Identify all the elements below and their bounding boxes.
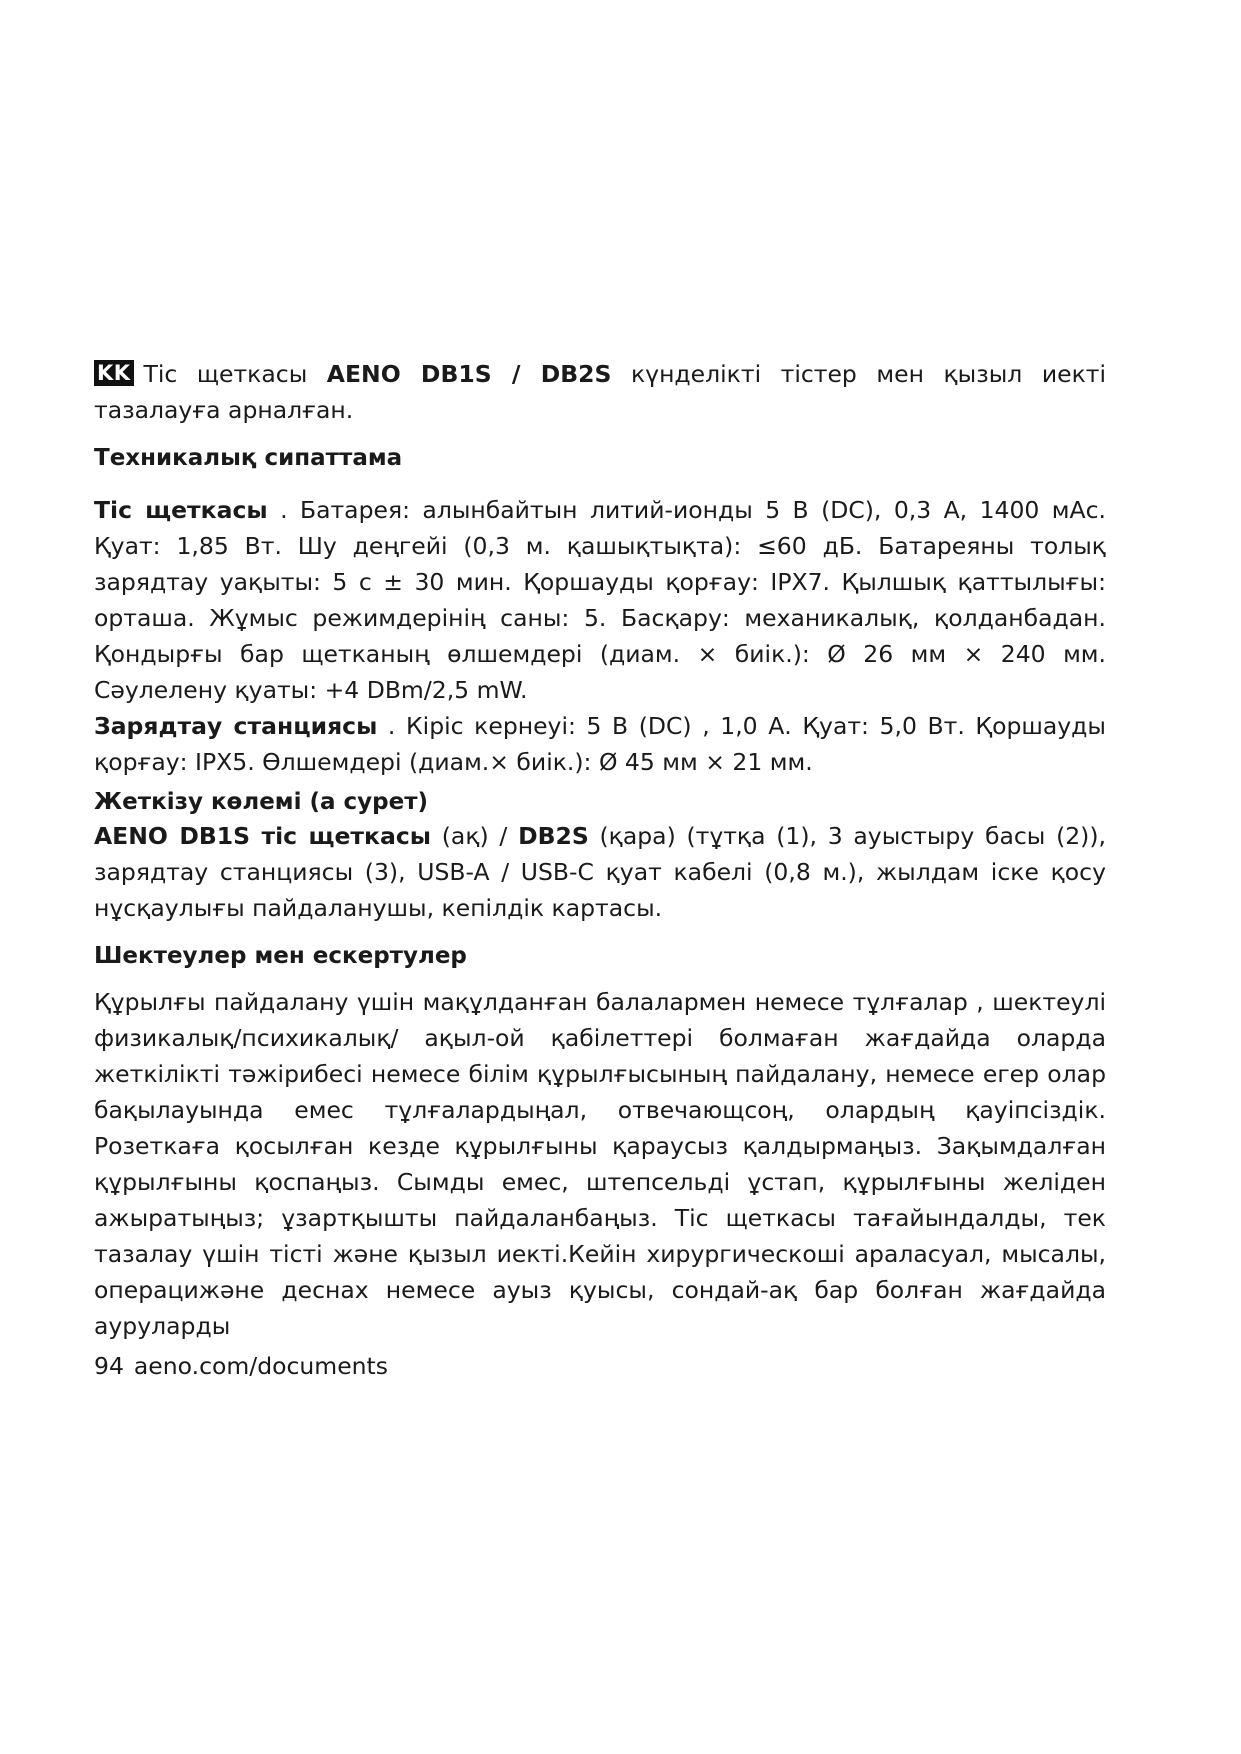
page-footer <box>94 1348 1106 1384</box>
delivery-label-db2s: DB2S <box>518 822 589 850</box>
language-badge: KK <box>94 360 134 386</box>
warnings-heading: Шектеулер мен ескертулер <box>94 943 467 969</box>
page-number: 94 <box>94 1352 124 1380</box>
toothbrush-specs-text: . Батарея: алынбайтын литий-ионды 5 В (DC), 0,3 А, 1400 мАс. Қуат: 1,85 Вт. Шу деңгейі (0,3 м. қашықтықта): ≤60 дБ. Батареяны толық зарядтау уақыты: 5 с ± 30 мин. Қоршауды қорғау: IPX7. Қылшық қаттылығы: орташа. Жұмыс режимдерінің саны: 5. Басқару: механикалық, қолданбадан. Қондырғы бар щетканың өлшемдері (диам. × биік.): Ø 26 мм × 240 мм. Сәулелену қуаты: +4 DBm/2,5 mW. <box>94 496 1106 704</box>
delivery-heading: Жеткізу көлемі (а сурет) <box>94 789 429 815</box>
intro-text-before: Тіс щеткасы <box>143 360 327 388</box>
toothbrush-specs-paragraph <box>94 492 1106 708</box>
intro-paragraph <box>94 356 1106 428</box>
station-label: Зарядтау станциясы <box>94 712 378 740</box>
intro-text-after: күнделікті тістер мен қызыл иекті тазалауға арналған. <box>94 360 1106 424</box>
toothbrush-label: Тіс щеткасы <box>94 496 268 524</box>
station-specs-text: . Кіріс кернеуі: 5 В (DC) , 1,0 А. Қуат: 5,0 Вт. Қоршауды қорғау: IPX5. Өлшемдері (диам.× биік.): Ø 45 мм × 21 мм. <box>94 712 1106 776</box>
footer-url: aeno.com/documents <box>133 1352 389 1380</box>
warnings-paragraph: Құрылғы пайдалану үшін мақұлданған балалармен немесе тұлғалар , шектеулі физикалық/психикалық/ ақыл-ой қабілеттері болмаған жағдайда оларда жеткілікті тәжірибесі немесе білім құрылғысының пайдалану, немесе егер олар бақылауында емес тұлғалардыңал, отвечающсоң, олардың қауіпсіздік. Розеткаға қосылған кезде құрылғыны қараусыз қалдырмаңыз. Зақымдалған құрылғыны қоспаңыз. Сымды емес, штепсельді ұстап, құрылғыны желіден ажыратыңыз; ұзартқышты пайдаланбаңыз. Тіс щеткасы тағайындалды, тек тазалау үшін тісті және қызыл иекті.Кейін хирургическошi араласуал, мысалы, операцижәне деснах немесе ауыз қуысы, сондай-ақ бар болған жағдайда ауруларды <box>94 988 1106 1340</box>
delivery-text-1: (ақ) / <box>431 822 519 850</box>
delivery-paragraph <box>94 818 1106 926</box>
station-specs-paragraph <box>94 708 1106 780</box>
delivery-label-db1s: AENO DB1S тіс щеткасы <box>94 822 432 850</box>
specs-heading: Техникалық сипаттама <box>94 445 403 471</box>
product-model: AENO DB1S / DB2S <box>326 360 612 388</box>
delivery-text-2: (қара) (тұтқа (1), 3 ауыстыру басы (2)), зарядтау станциясы (3), USB-A / USB-C қуат кабелі (0,8 м.), жылдам іске қосу нұсқаулығы пайдаланушы, кепілдік картасы. <box>94 822 1106 922</box>
document-page <box>94 356 1106 1384</box>
